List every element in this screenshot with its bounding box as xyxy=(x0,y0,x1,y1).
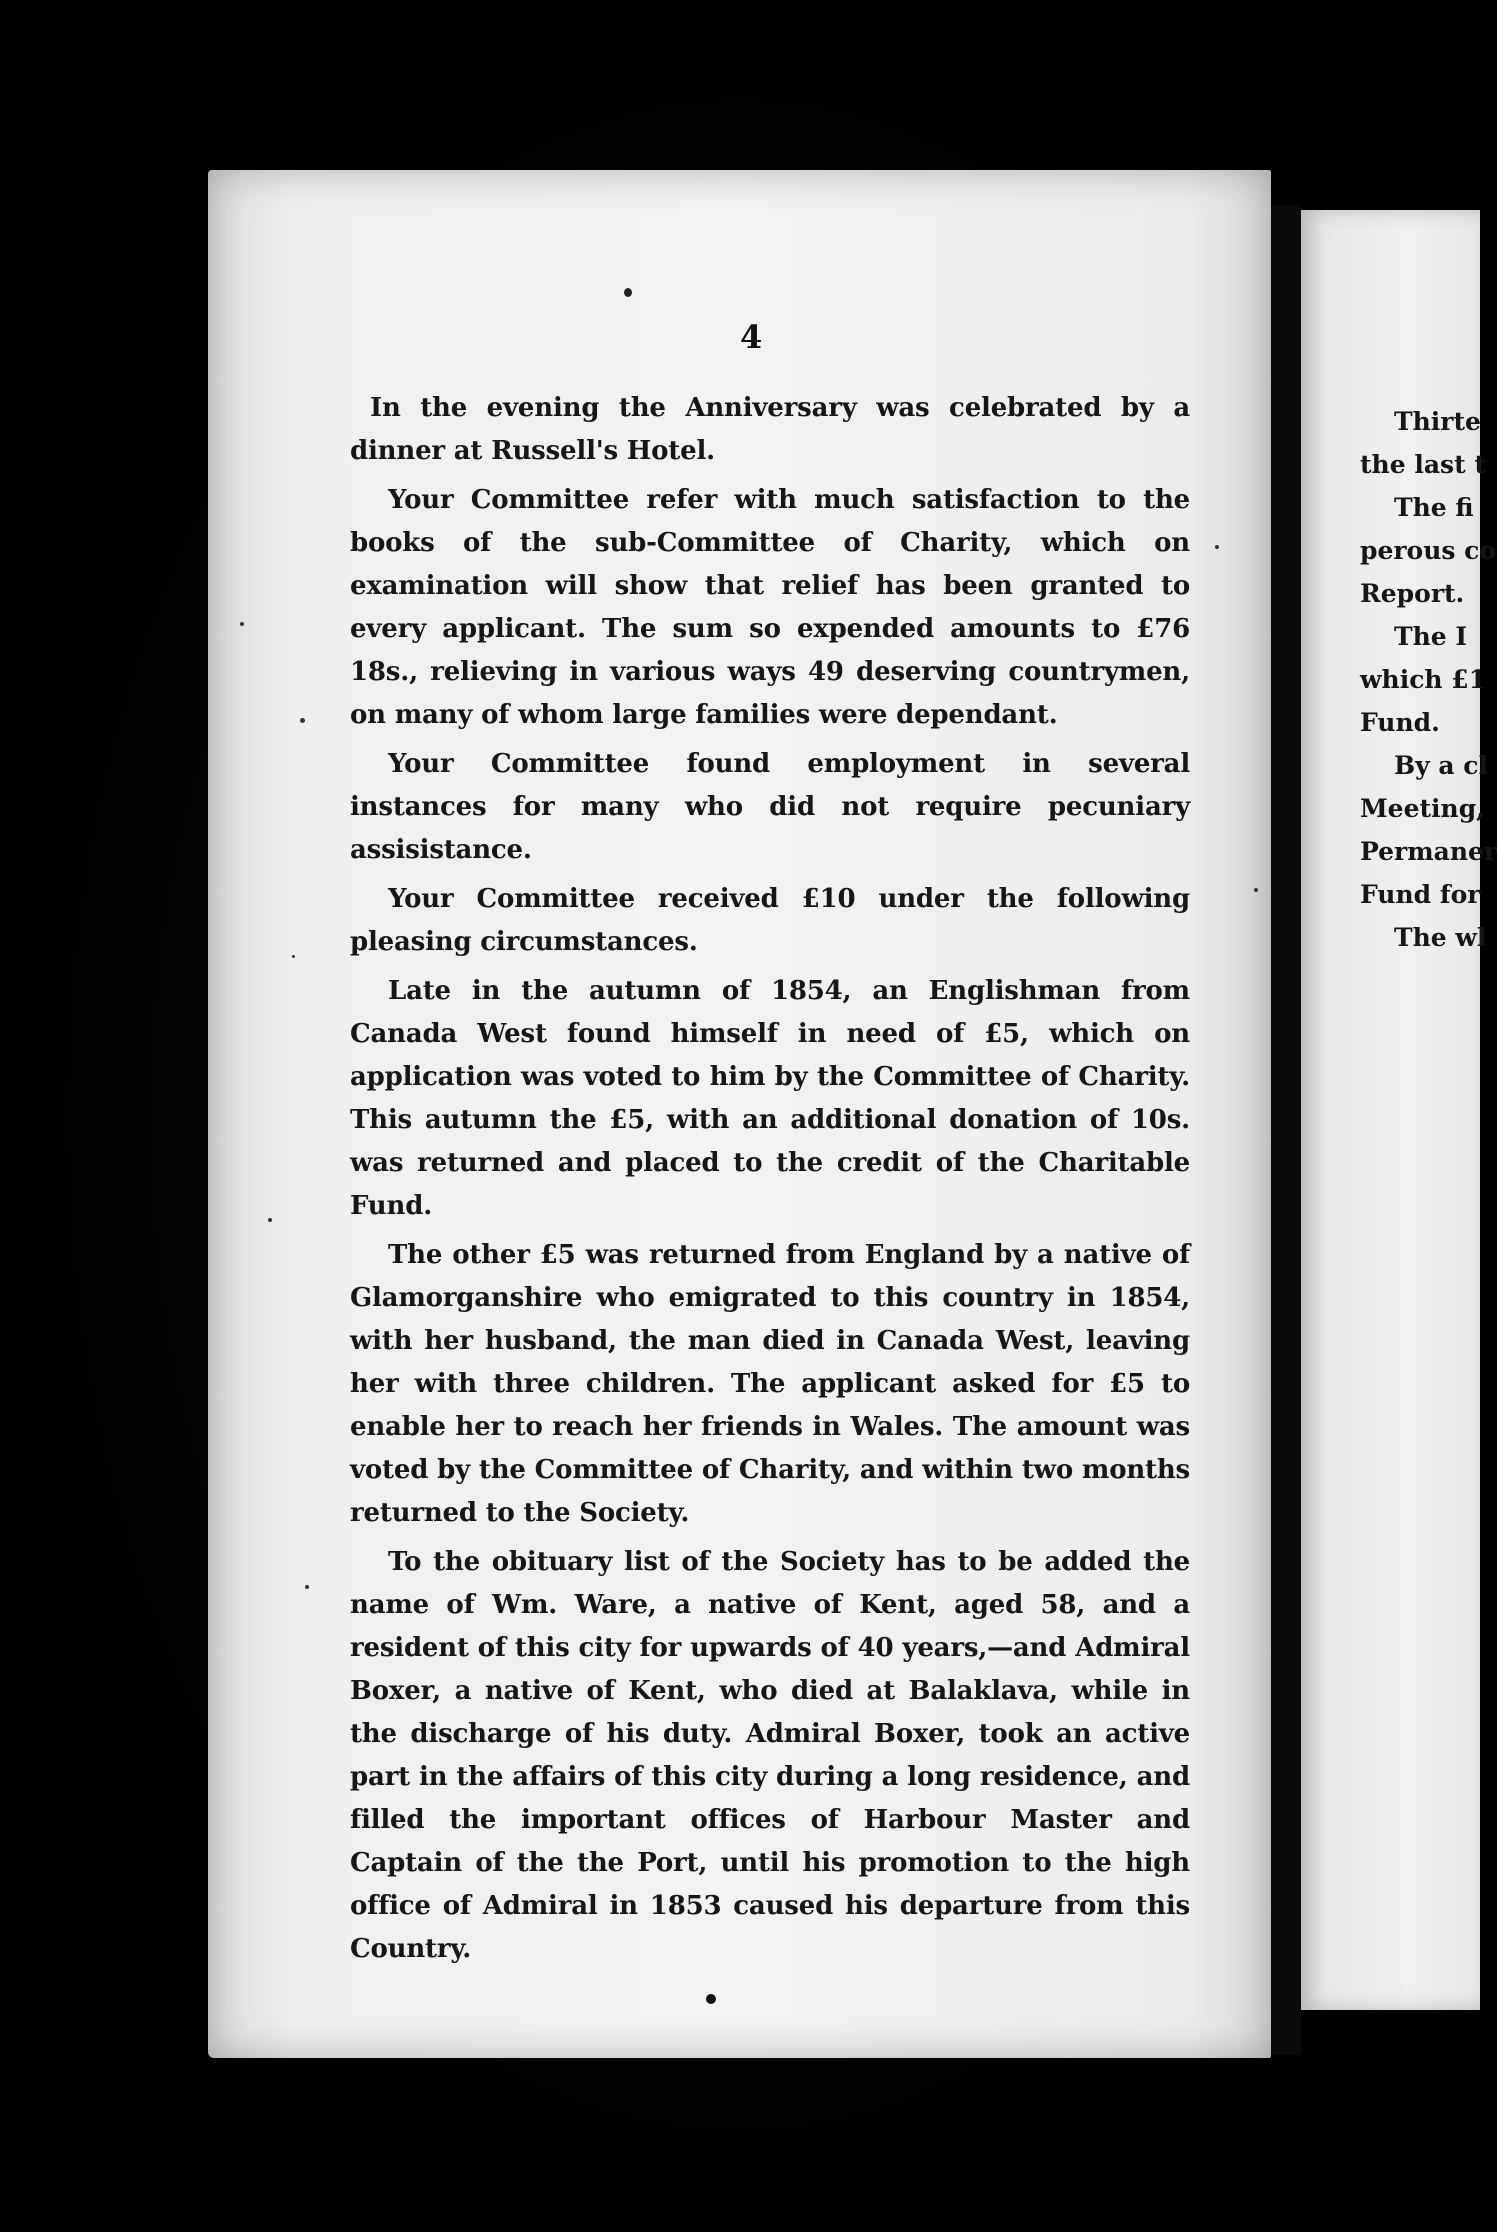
paragraph-received: Your Committee received £10 under the following pleasing circumstances. xyxy=(350,884,1190,957)
ink-dot-bottom xyxy=(706,1994,716,2004)
right-line: The fi xyxy=(1394,493,1474,522)
scan-speck xyxy=(268,1218,272,1222)
right-line: The wl xyxy=(1394,923,1487,952)
right-line: Thirte xyxy=(1394,407,1481,436)
paragraph-glamorganshire: The other £5 was returned from England by a native of Glamorganshire who emigrated to this country in 1854, with her husband, the man died in Canada West, leaving her with three children. The applicant asked for £5 to enable her to reach her friends in Wales. The amount was voted by the Committee of Charity, and within two months returned to the Society. xyxy=(350,1240,1190,1528)
right-line: which £1 xyxy=(1360,665,1487,694)
scan-speck xyxy=(1254,888,1258,892)
scan-speck xyxy=(292,955,295,958)
right-line: perous co xyxy=(1360,536,1497,565)
ink-dot-top xyxy=(624,288,632,297)
paragraph-englishman: Late in the autumn of 1854, an Englishman from Canada West found himself in need of £5, which on application was voted to him by the Committee of Charity. This autumn the £5, with an additional donation of 10s. was returned and placed to the credit of the Charitable Fund. xyxy=(350,976,1190,1221)
right-line: The I xyxy=(1394,622,1468,651)
right-line: Meeting, xyxy=(1360,794,1485,823)
right-line: Fund. xyxy=(1360,708,1440,737)
right-line: Report. xyxy=(1360,579,1465,608)
right-line: Fund for xyxy=(1360,880,1481,909)
paragraph-charity-books: Your Committee refer with much satisfaction to the books of the sub-Committee of Charity, which on examination will show that relief has been granted to every applicant. The sum so expended amounts to £76 18s., relieving in various ways 49 deserving countrymen, on many of whom large families were dependant. xyxy=(350,485,1190,730)
page-gutter xyxy=(1271,205,1301,2055)
page-number: 4 xyxy=(740,318,763,356)
right-page-text xyxy=(1360,400,1497,959)
right-line: the last t xyxy=(1360,450,1486,479)
paragraph-anniversary: In the evening the Anniversary was celebrated by a dinner at Russell's Hotel. xyxy=(350,393,1190,466)
right-line: Permaner xyxy=(1360,837,1497,866)
scan-speck xyxy=(240,622,244,626)
right-line: By a cl xyxy=(1394,751,1488,780)
paragraph-employment: Your Committee found employment in several instances for many who did not require pecuniary assisistance. xyxy=(350,749,1190,865)
scan-speck xyxy=(1215,545,1219,549)
left-page-body xyxy=(350,387,1190,1971)
paragraph-obituary: To the obituary list of the Society has to be added the name of Wm. Ware, a native of Kent, aged 58, and a resident of this city for upwards of 40 years,—and Admiral Boxer, a native of Kent, who died at Balaklava, while in the discharge of his duty. Admiral Boxer, took an active part in the affairs of this city during a long residence, and filled the important offices of Harbour Master and Captain of the the Port, until his promotion to the high office of Admiral in 1853 caused his departure from this Country. xyxy=(350,1547,1190,1964)
scan-speck xyxy=(300,718,305,723)
scan-speck xyxy=(305,1585,309,1589)
